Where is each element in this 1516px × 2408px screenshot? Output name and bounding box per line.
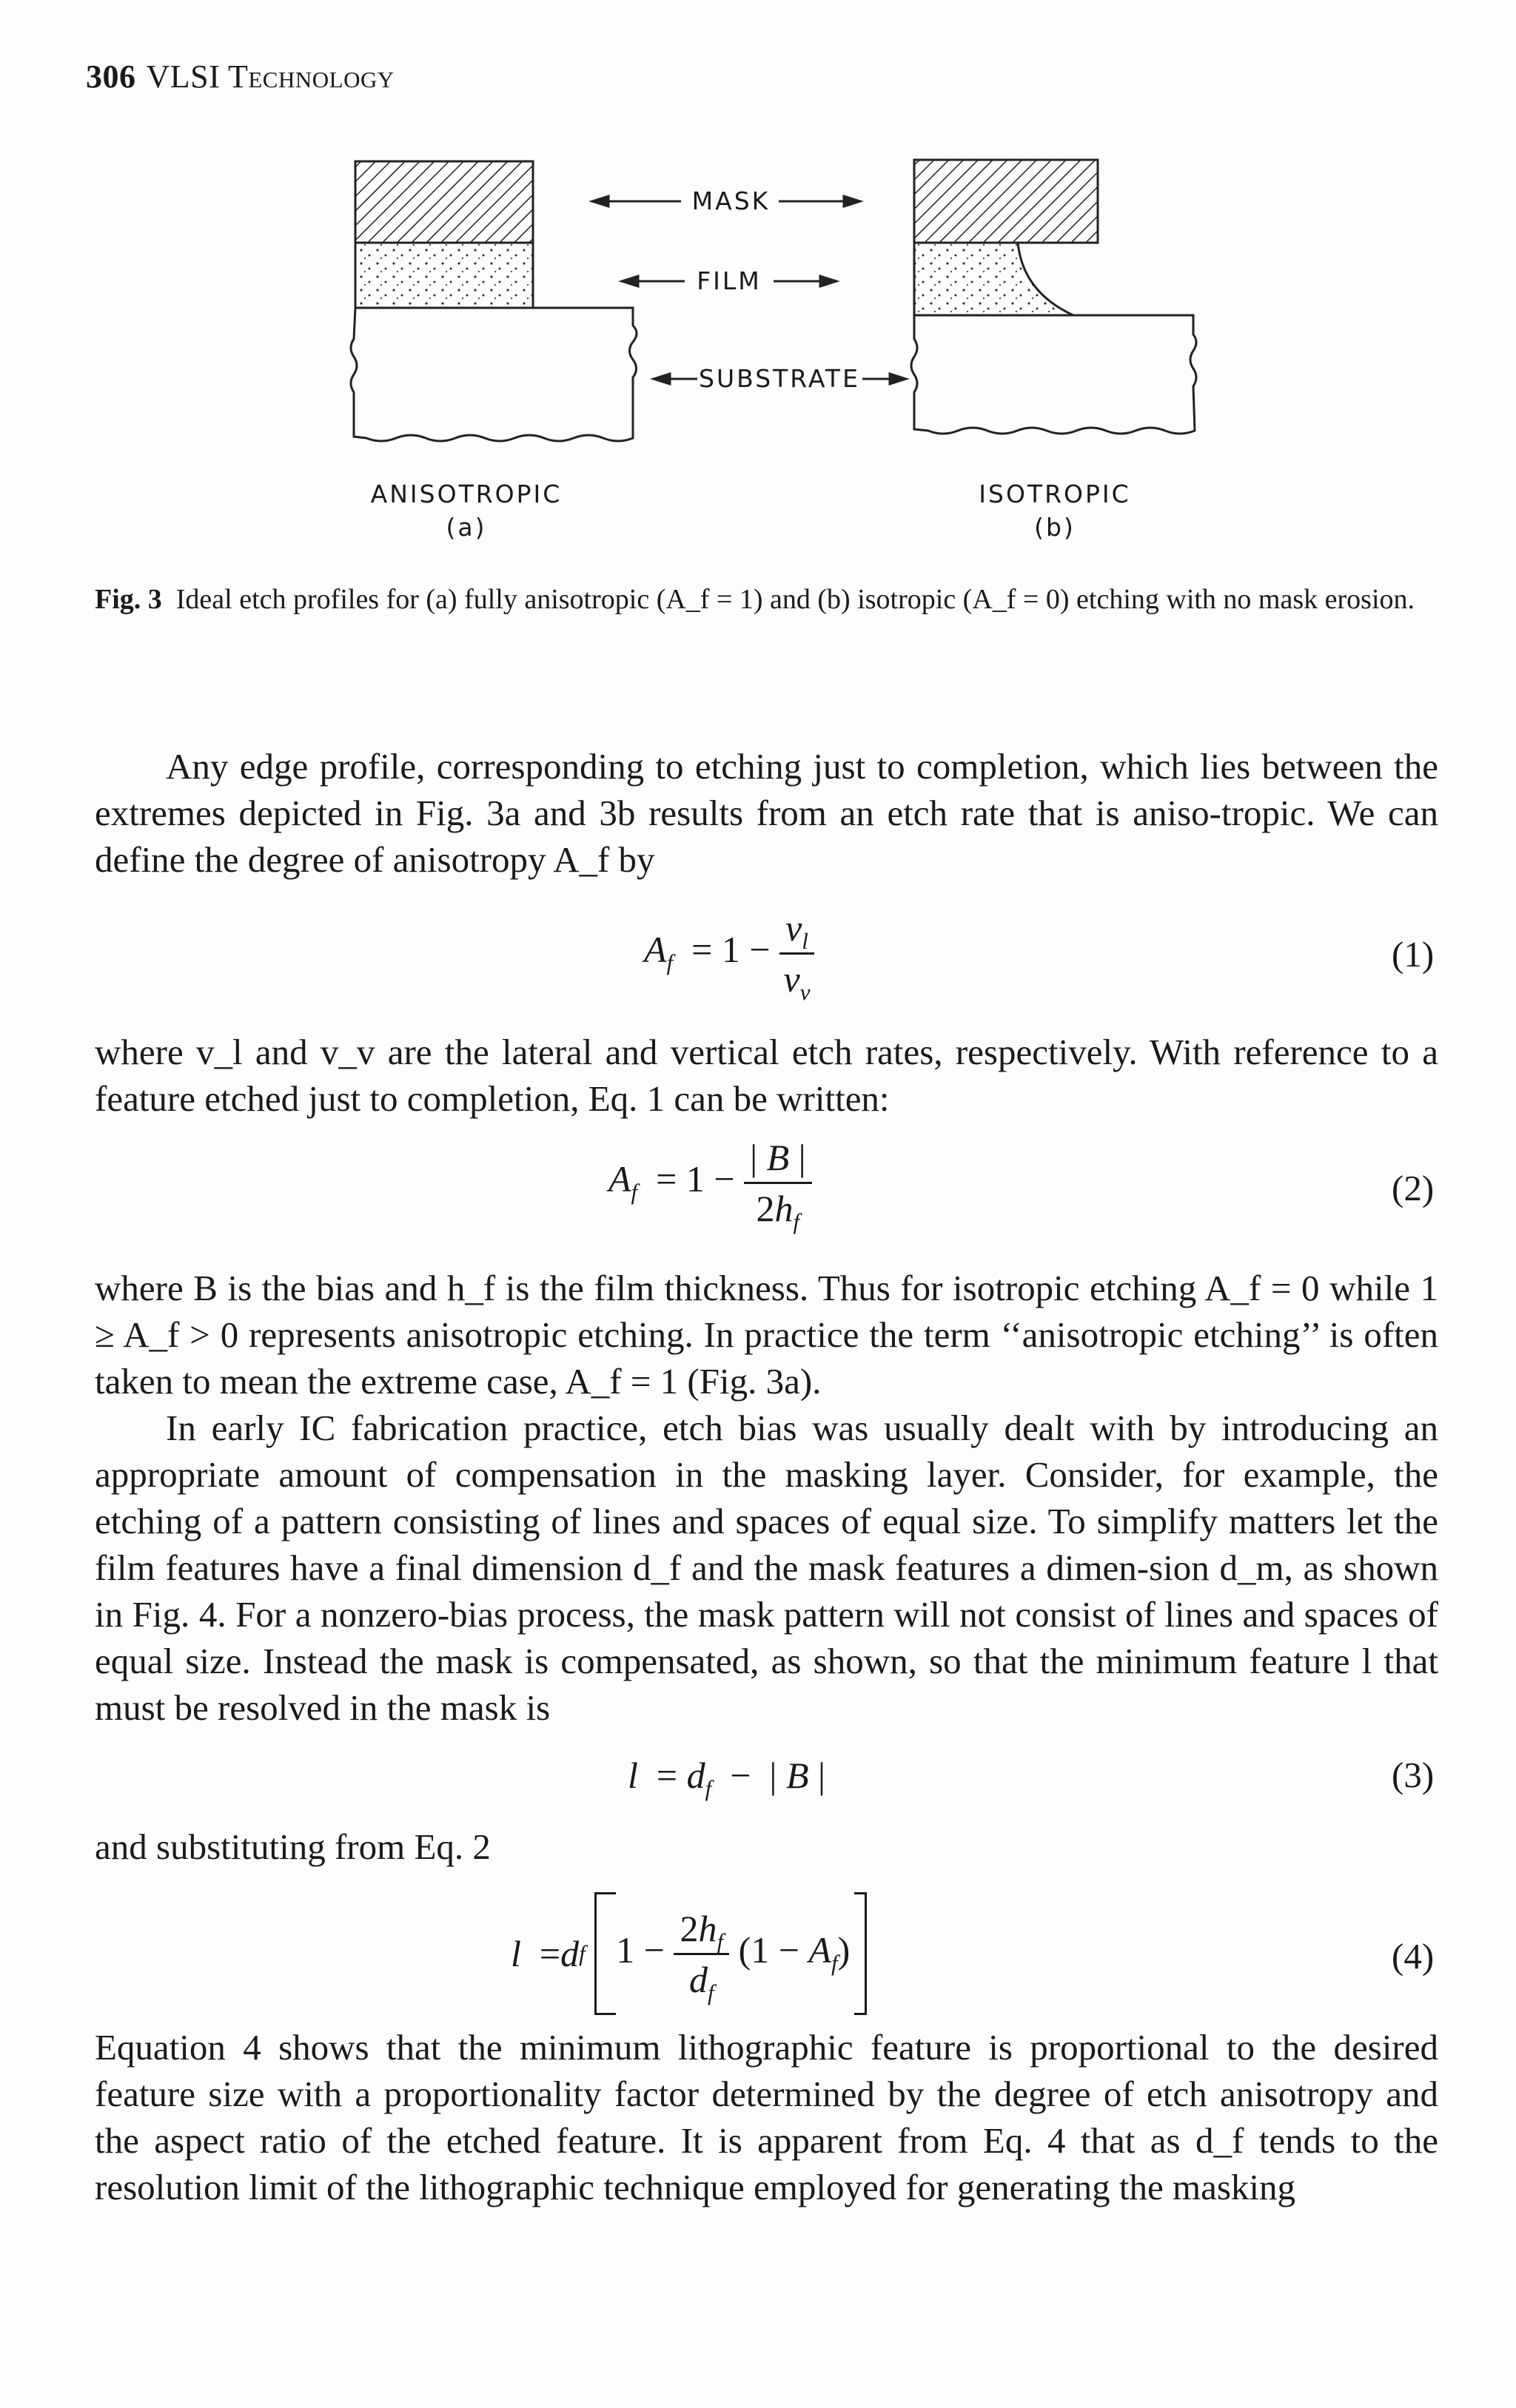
paragraph-1: Any edge profile, corresponding to etching just to completion, which lies between the extremes depicted in Fig. 3a and 3b results from an etch rate that is aniso-tropic. We can define the degree of anisotropy A_f by [95, 746, 1438, 880]
paragraph-3: where B is the bias and h_f is the film thickness. Thus for isotropic etching A_f = 0 while 1 ≥ A_f > 0 represents anisotropic etching. In practice the term ‘‘anisotropic etching’’ is often taken to mean the extreme case, A_f = 1 (Fig. 3a). [95, 1268, 1438, 1402]
mask-layer-a [355, 161, 533, 243]
isotropic-label: ISOTROPIC [979, 480, 1131, 508]
paragraph-2: where v_l and v_v are the lateral and vertical etch rates, respectively. With reference to a feature etched just to completion, Eq. 1 can be written: [95, 1032, 1438, 1119]
page-number: 306 [86, 58, 136, 95]
paragraph-5: and substituting from Eq. 2 [95, 1826, 491, 1867]
anisotropic-label: ANISOTROPIC [370, 480, 563, 508]
substrate-b [911, 315, 1196, 434]
equation-4-number: (4) [1392, 1936, 1435, 1977]
caption-text: Ideal etch profiles for (a) fully anisotropic (A_f = 1) and (b) isotropic (A_f = 0) etching with no mask erosion. [175, 584, 1415, 615]
panel-b-label: (b) [1034, 513, 1076, 542]
paragraph-4: In early IC fabrication practice, etch bias was usually dealt with by introducing an appropriate amount of compensation in the masking layer. Consider, for example, the etching of a pattern consisting of lines and spaces of equal size. To simplify matters let the film features have a final dimension d_f and the mask features a dimen-sion d_m, as shown in Fig. 4. For a nonzero-bias process, the mask pattern will not consist of lines and spaces of equal size. Instead the mask is compensated, as shown, so that the minimum feature l that must be resolved in the mask is [95, 1408, 1438, 1728]
equation-1-number: (1) [1392, 934, 1435, 975]
panel-a-label: (a) [446, 513, 487, 542]
equation-2-text [0, 1136, 6, 1137]
paragraph-6: Equation 4 shows that the minimum lithographic feature is proportional to the desired feature size with a proportionality factor determined by the degree of etch anisotropy and the aspect ratio of the etched feature. It is apparent from Eq. 4 that as d_f tends to the resolution limit of the lithographic technique employed for generating the masking [95, 2027, 1438, 2207]
equation-3-text [0, 1754, 4, 1755]
anisotropic-profile [351, 161, 637, 441]
film-layer-a [355, 243, 533, 308]
film-label: FILM [697, 266, 762, 295]
mask-label: MASK [691, 186, 771, 215]
isotropic-profile [911, 160, 1196, 434]
mask-layer-b [914, 160, 1098, 243]
running-header [86, 58, 395, 95]
caption-label: Fig. 3 [95, 584, 162, 615]
equation-2-number: (2) [1392, 1168, 1435, 1208]
substrate-a [351, 308, 637, 441]
substrate-label: SUBSTRATE [699, 364, 860, 393]
equation-3-number: (3) [1392, 1755, 1435, 1795]
running-title: VLSI Technology [146, 58, 395, 95]
figure-caption [95, 579, 1438, 620]
film-layer-b [914, 243, 1073, 315]
figure-3 [0, 141, 1516, 570]
